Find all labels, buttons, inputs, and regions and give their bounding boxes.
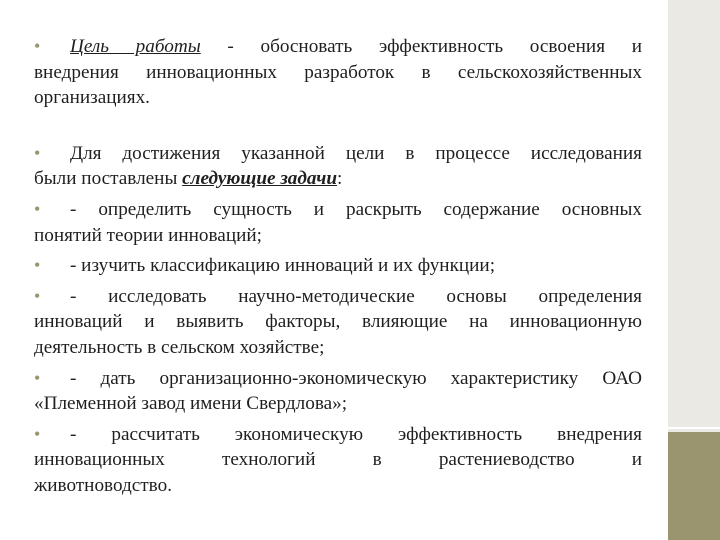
task-3-line-1: [34, 284, 642, 310]
task-4-line-2: «Племенной завод имени Свердлова»;: [34, 393, 348, 415]
task-1-line-1: [34, 197, 642, 223]
goal-label: Цель работы: [70, 36, 201, 57]
goal-text-1: - обосновать эффективность освоения и: [200, 36, 642, 57]
bullet-icon: •: [34, 142, 41, 163]
task-5-line-1: [34, 422, 642, 448]
tasks-intro-text-1: Для достижения указанной цели в процессе исследования: [70, 142, 642, 164]
bullet-icon: •: [34, 423, 41, 444]
bullet-icon: •: [34, 367, 41, 388]
side-panel-accent: [668, 432, 720, 540]
task-5-text-1: - рассчитать экономическую эффективность внедрения: [70, 423, 642, 445]
bullet-icon: •: [34, 255, 41, 276]
task-3-line-3: деятельность в сельском хозяйстве;: [34, 336, 325, 358]
task-item-5: [34, 422, 642, 499]
task-2-text-1: - изучить классификацию инноваций и их функции;: [70, 255, 496, 277]
task-4-text-1: - дать организационно-экономическую характеристику ОАО: [70, 367, 642, 389]
task-item-2: [34, 253, 642, 279]
side-panel-divider: [668, 427, 720, 429]
tasks-intro-line-1: [34, 141, 642, 167]
task-3-text-1: - исследовать научно-методические основы определения: [70, 285, 642, 307]
bullet-icon: •: [34, 36, 41, 56]
task-1-line-2: понятий теории инноваций;: [34, 224, 262, 246]
task-5-line-3: животноводство.: [34, 474, 172, 496]
task-3-line-2: инноваций и выявить факторы, влияющие на инновационную: [34, 311, 642, 333]
task-4-line-1: [34, 366, 642, 392]
bullet-icon: •: [34, 285, 41, 306]
task-item-3: [34, 284, 642, 361]
tasks-intro-line-2: [34, 166, 642, 192]
goal-line-3: организациях.: [34, 87, 150, 109]
goal-line-1: [34, 34, 642, 60]
task-item-1: [34, 197, 642, 248]
goal-line-2: внедрения инновационных разработок в сельскохозяйственных: [34, 61, 642, 83]
tasks-label: следующие задачи: [182, 168, 337, 190]
goal-paragraph: [34, 34, 642, 111]
tasks-intro-text-2: были поставлены: [34, 168, 183, 190]
bullet-icon: •: [34, 198, 41, 219]
task-2-line-1: [34, 253, 642, 279]
task-item-4: [34, 366, 642, 417]
tasks-intro-colon: :: [337, 168, 343, 190]
tasks-intro-paragraph: [34, 141, 642, 192]
task-1-text-1: - определить сущность и раскрыть содержание основных: [70, 198, 642, 220]
task-5-line-2: инновационных технологий в растениеводство и: [34, 449, 642, 471]
slide-content: [34, 34, 642, 499]
